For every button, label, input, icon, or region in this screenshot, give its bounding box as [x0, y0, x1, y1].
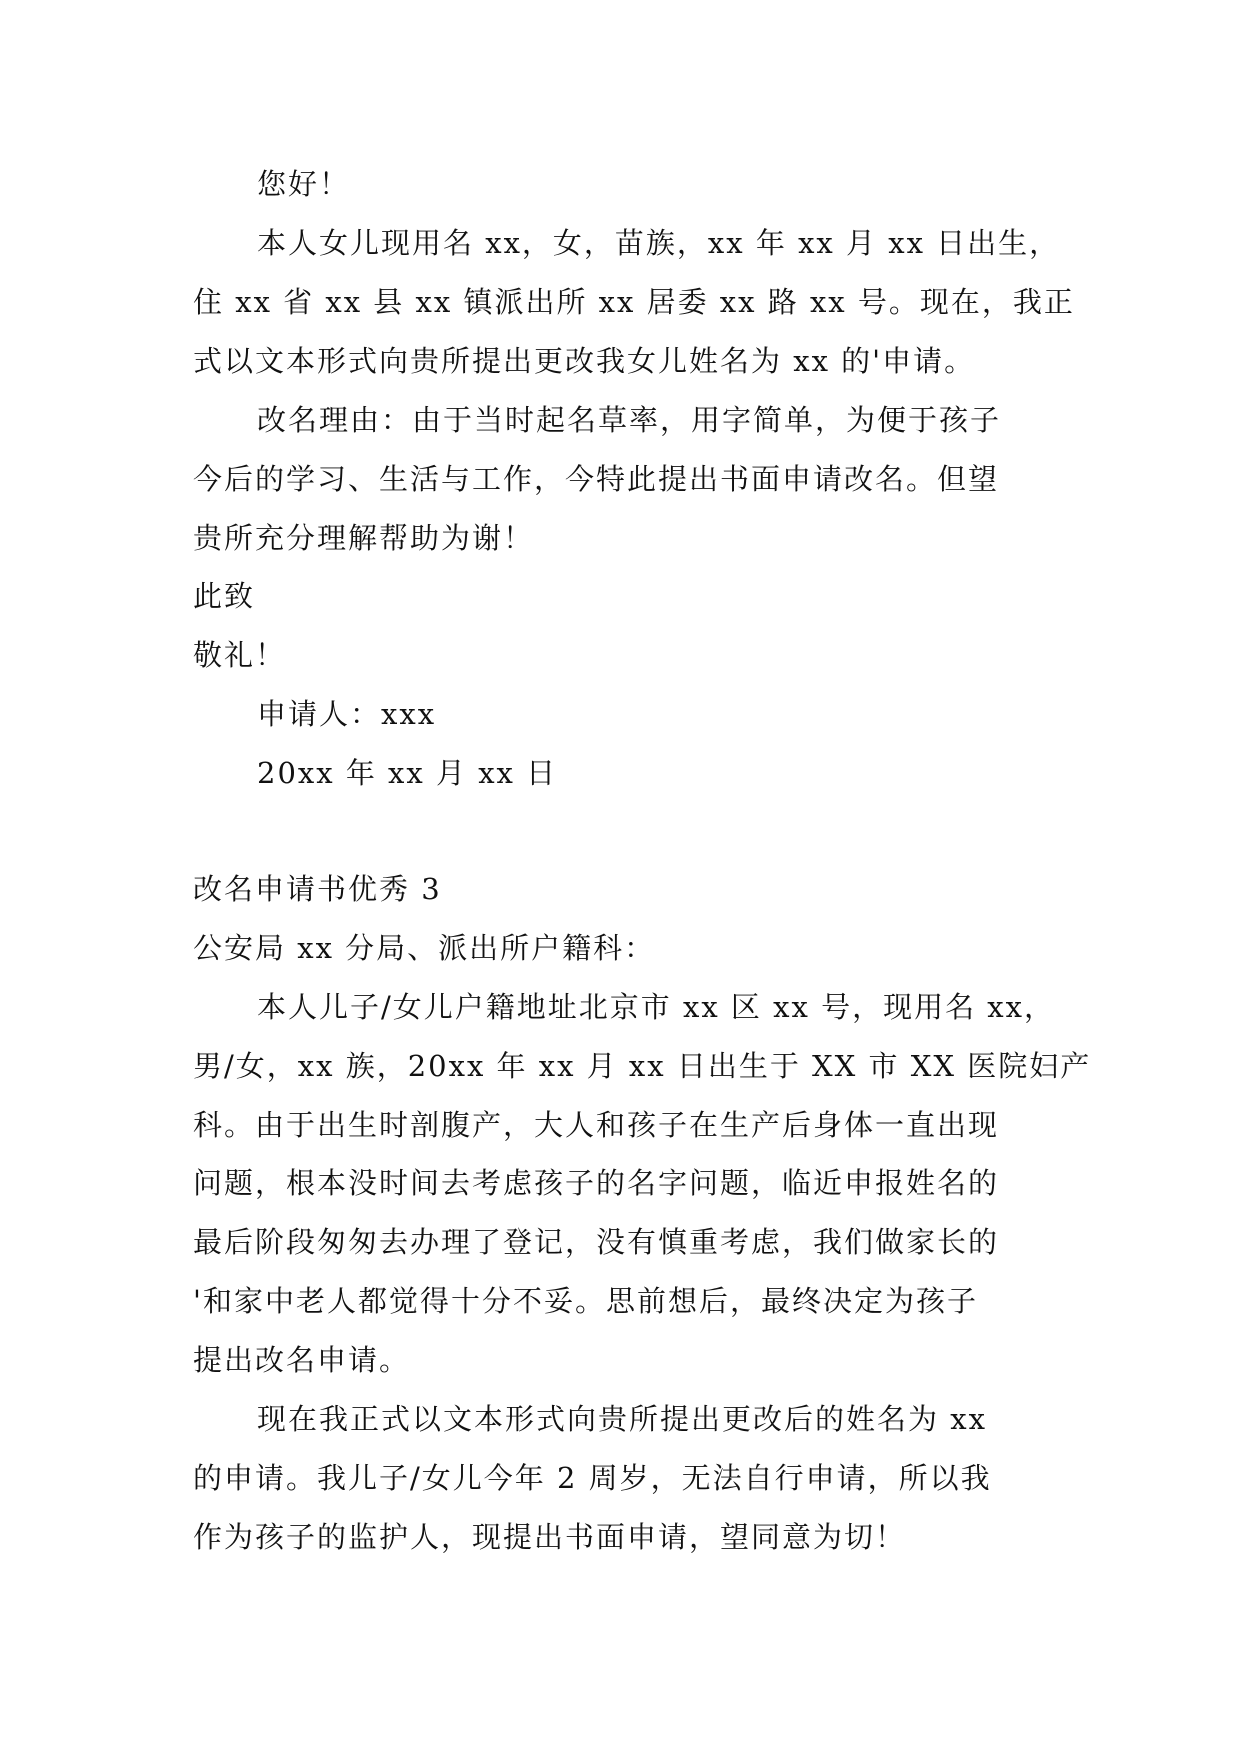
paragraph-line: 的申请。我儿子/女儿今年 2 周岁，无法自行申请，所以我: [193, 1461, 992, 1495]
greeting: 您好！: [257, 167, 351, 201]
addressee: 公安局 xx 分局、派出所户籍科：: [193, 931, 656, 965]
paragraph-line: 最后阶段匆匆去办理了登记，没有慎重考虑，我们做家长的: [193, 1225, 1000, 1259]
paragraph-line: 本人儿子/女儿户籍地址北京市 xx 区 xx 号，现用名 xx，: [257, 990, 1055, 1024]
paragraph-line: 科。由于出生时剖腹产，大人和孩子在生产后身体一直出现: [193, 1108, 1000, 1142]
closing-line: 此致: [193, 579, 256, 613]
paragraph-line: 式以文本形式向贵所提出更改我女儿姓名为 xx 的'申请。: [193, 344, 976, 378]
paragraph-line: '和家中老人都觉得十分不妥。思前想后，最终决定为孩子: [193, 1284, 978, 1318]
paragraph-line: 今后的学习、生活与工作，今特此提出书面申请改名。但望: [193, 462, 1000, 496]
applicant-signature: 申请人：xxx: [257, 697, 437, 731]
paragraph-line: 住 xx 省 xx 县 xx 镇派出所 xx 居委 xx 路 xx 号。现在，我正: [193, 285, 1075, 319]
paragraph-line: 改名理由：由于当时起名草率，用字简单，为便于孩子: [257, 403, 1002, 437]
closing-line: 敬礼！: [193, 638, 287, 672]
signature-date: 20xx 年 xx 月 xx 日: [257, 756, 558, 790]
paragraph-line: 作为孩子的监护人，现提出书面申请，望同意为切！: [193, 1520, 907, 1554]
paragraph-line: 贵所充分理解帮助为谢！: [193, 521, 535, 555]
paragraph-line: 现在我正式以文本形式向贵所提出更改后的姓名为 xx: [257, 1402, 987, 1436]
paragraph-line: 问题，根本没时间去考虑孩子的名字问题，临近申报姓名的: [193, 1166, 1000, 1200]
paragraph-line: 本人女儿现用名 xx，女，苗族，xx 年 xx 月 xx 日出生，: [257, 226, 1061, 260]
paragraph-line: 男/女，xx 族，20xx 年 xx 月 xx 日出生于 XX 市 XX 医院妇产: [193, 1049, 1092, 1083]
paragraph-line: 提出改名申请。: [193, 1343, 411, 1377]
section-title: 改名申请书优秀 3: [193, 872, 442, 906]
